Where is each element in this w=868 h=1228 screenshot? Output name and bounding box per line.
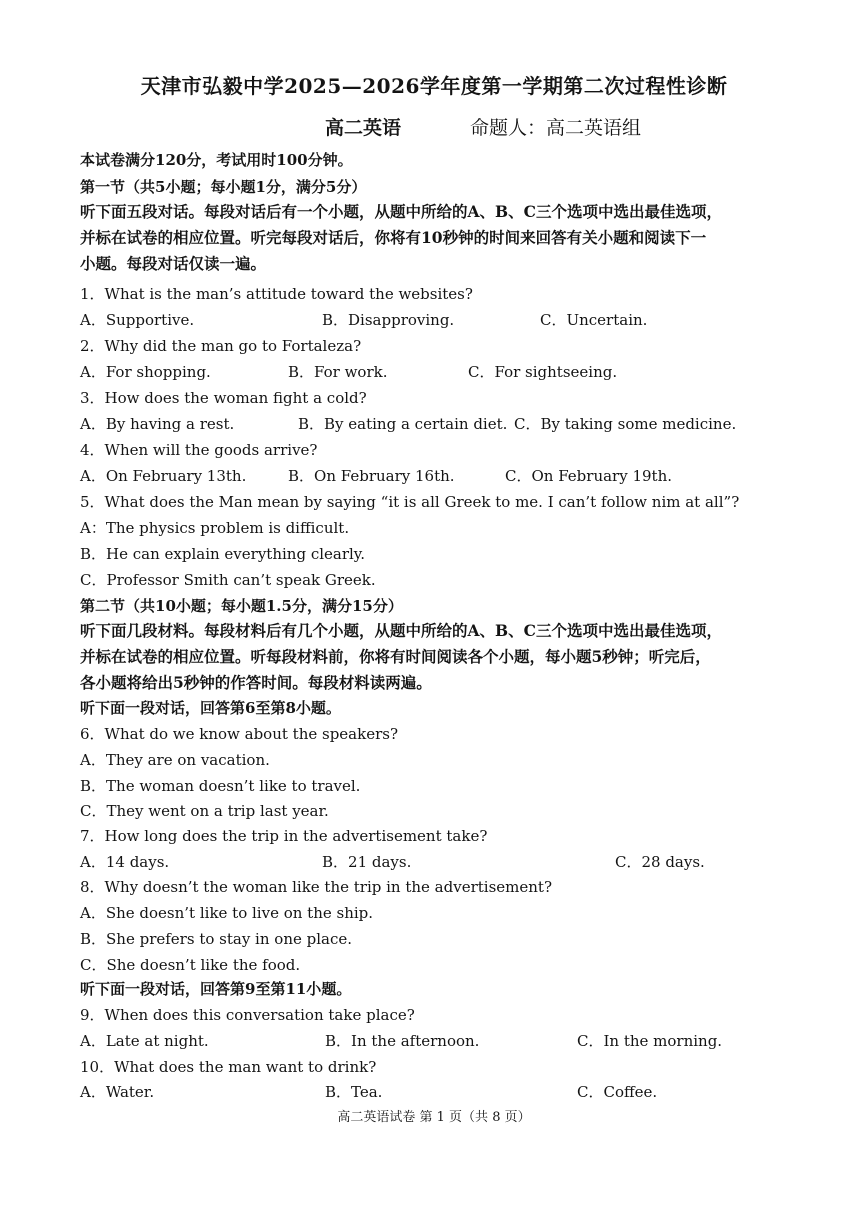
- instruction-line: 听下面五段对话。每段对话后有一个小题，从题中所给的A、B、C三个选项中选出最佳选项，: [80, 202, 722, 221]
- question-8-option-c[interactable]: C．She doesn’t like the food.: [80, 956, 301, 974]
- question-2-stem: 2．Why did the man go to Fortaleza?: [80, 337, 362, 355]
- instruction-line: 并标在试卷的相应位置。听每段材料前，你将有时间阅读各个小题，每小题5秒钟；听完后，: [80, 647, 711, 666]
- question-4-option-a[interactable]: A．On February 13th.: [80, 467, 247, 485]
- section2-instructions: [80, 618, 820, 696]
- question-6-option-a[interactable]: A．They are on vacation.: [80, 751, 270, 769]
- group-1-heading: 听下面一段对话，回答第6至第8小题。: [80, 699, 341, 717]
- question-7-option-a[interactable]: A．14 days.: [80, 853, 170, 871]
- group-2-heading: 听下面一段对话，回答第9至第11小题。: [80, 980, 352, 998]
- question-4-option-b[interactable]: B．On February 16th.: [288, 467, 455, 485]
- question-8-option-a[interactable]: A．She doesn’t like to live on the ship.: [80, 904, 374, 922]
- section2-heading: 第二节（共10小题；每小题1.5分，满分15分）: [80, 597, 403, 615]
- question-2-option-b[interactable]: B．For work.: [288, 363, 388, 381]
- question-3-option-a[interactable]: A．By having a rest.: [80, 415, 235, 433]
- question-5-stem: 5．What does the Man mean by saying “it is all Greek to me. I can’t follow nim at all”?: [80, 493, 740, 511]
- question-1-stem: 1．What is the man’s attitude toward the websites?: [80, 285, 473, 303]
- question-7-stem: 7．How long does the trip in the advertisement take?: [80, 827, 488, 845]
- instruction-line: 并标在试卷的相应位置。听完每段对话后，你将有10秒钟的时间来回答有关小题和阅读下一: [80, 228, 707, 247]
- question-7-option-c[interactable]: C．28 days.: [615, 853, 705, 871]
- author-label: 命题人：高二英语组: [470, 117, 642, 139]
- question-10-option-b[interactable]: B．Tea.: [325, 1083, 383, 1101]
- exam-intro: 本试卷满分120分，考试用时100分钟。: [80, 151, 353, 169]
- section1-heading: 第一节（共5小题；每小题1分，满分5分）: [80, 178, 367, 196]
- question-4-stem: 4．When will the goods arrive?: [80, 441, 318, 459]
- question-3-option-b[interactable]: B．By eating a certain diet.: [298, 415, 508, 433]
- question-8-stem: 8．Why doesn’t the woman like the trip in the advertisement?: [80, 878, 552, 896]
- question-5-option-b[interactable]: B．He can explain everything clearly.: [80, 545, 366, 563]
- question-8-option-b[interactable]: B．She prefers to stay in one place.: [80, 930, 353, 948]
- question-1-option-a[interactable]: A．Supportive.: [80, 311, 195, 329]
- instruction-line: 听下面几段材料。每段材料后有几个小题，从题中所给的A、B、C三个选项中选出最佳选项，: [80, 621, 722, 640]
- question-6-stem: 6．What do we know about the speakers?: [80, 725, 398, 743]
- question-10-option-a[interactable]: A．Water.: [80, 1083, 155, 1101]
- question-9-stem: 9．When does this conversation take place?: [80, 1006, 415, 1024]
- question-10-stem: 10．What does the man want to drink?: [80, 1058, 377, 1076]
- exam-title: 天津市弘毅中学2025—2026学年度第一学期第二次过程性诊断: [140, 74, 728, 98]
- subject-label: 高二英语: [325, 117, 402, 139]
- question-1-option-b[interactable]: B．Disapproving.: [322, 311, 455, 329]
- instruction-line: 小题。每段对话仅读一遍。: [80, 254, 267, 273]
- question-6-option-c[interactable]: C．They went on a trip last year.: [80, 802, 329, 820]
- instruction-line: 各小题将给出5秒钟的作答时间。每段材料读两遍。: [80, 673, 432, 692]
- question-5-option-a[interactable]: A：The physics problem is difficult.: [80, 519, 350, 537]
- question-3-stem: 3．How does the woman fight a cold?: [80, 389, 367, 407]
- question-9-option-b[interactable]: B．In the afternoon.: [325, 1032, 480, 1050]
- page-footer: 高二英语试卷 第 1 页（共 8 页）: [337, 1110, 531, 1125]
- question-2-option-c[interactable]: C．For sightseeing.: [468, 363, 618, 381]
- question-3-option-c[interactable]: C．By taking some medicine.: [514, 415, 737, 433]
- question-7-option-b[interactable]: B．21 days.: [322, 853, 412, 871]
- question-5-option-c[interactable]: C．Professor Smith can’t speak Greek.: [80, 571, 376, 589]
- question-10-option-c[interactable]: C．Coffee.: [577, 1083, 658, 1101]
- section1-instructions: [80, 199, 820, 277]
- question-9-option-a[interactable]: A．Late at night.: [80, 1032, 209, 1050]
- question-9-option-c[interactable]: C．In the morning.: [577, 1032, 723, 1050]
- question-4-option-c[interactable]: C．On February 19th.: [505, 467, 672, 485]
- question-2-option-a[interactable]: A．For shopping.: [80, 363, 211, 381]
- question-1-option-c[interactable]: C．Uncertain.: [540, 311, 648, 329]
- question-6-option-b[interactable]: B．The woman doesn’t like to travel.: [80, 777, 361, 795]
